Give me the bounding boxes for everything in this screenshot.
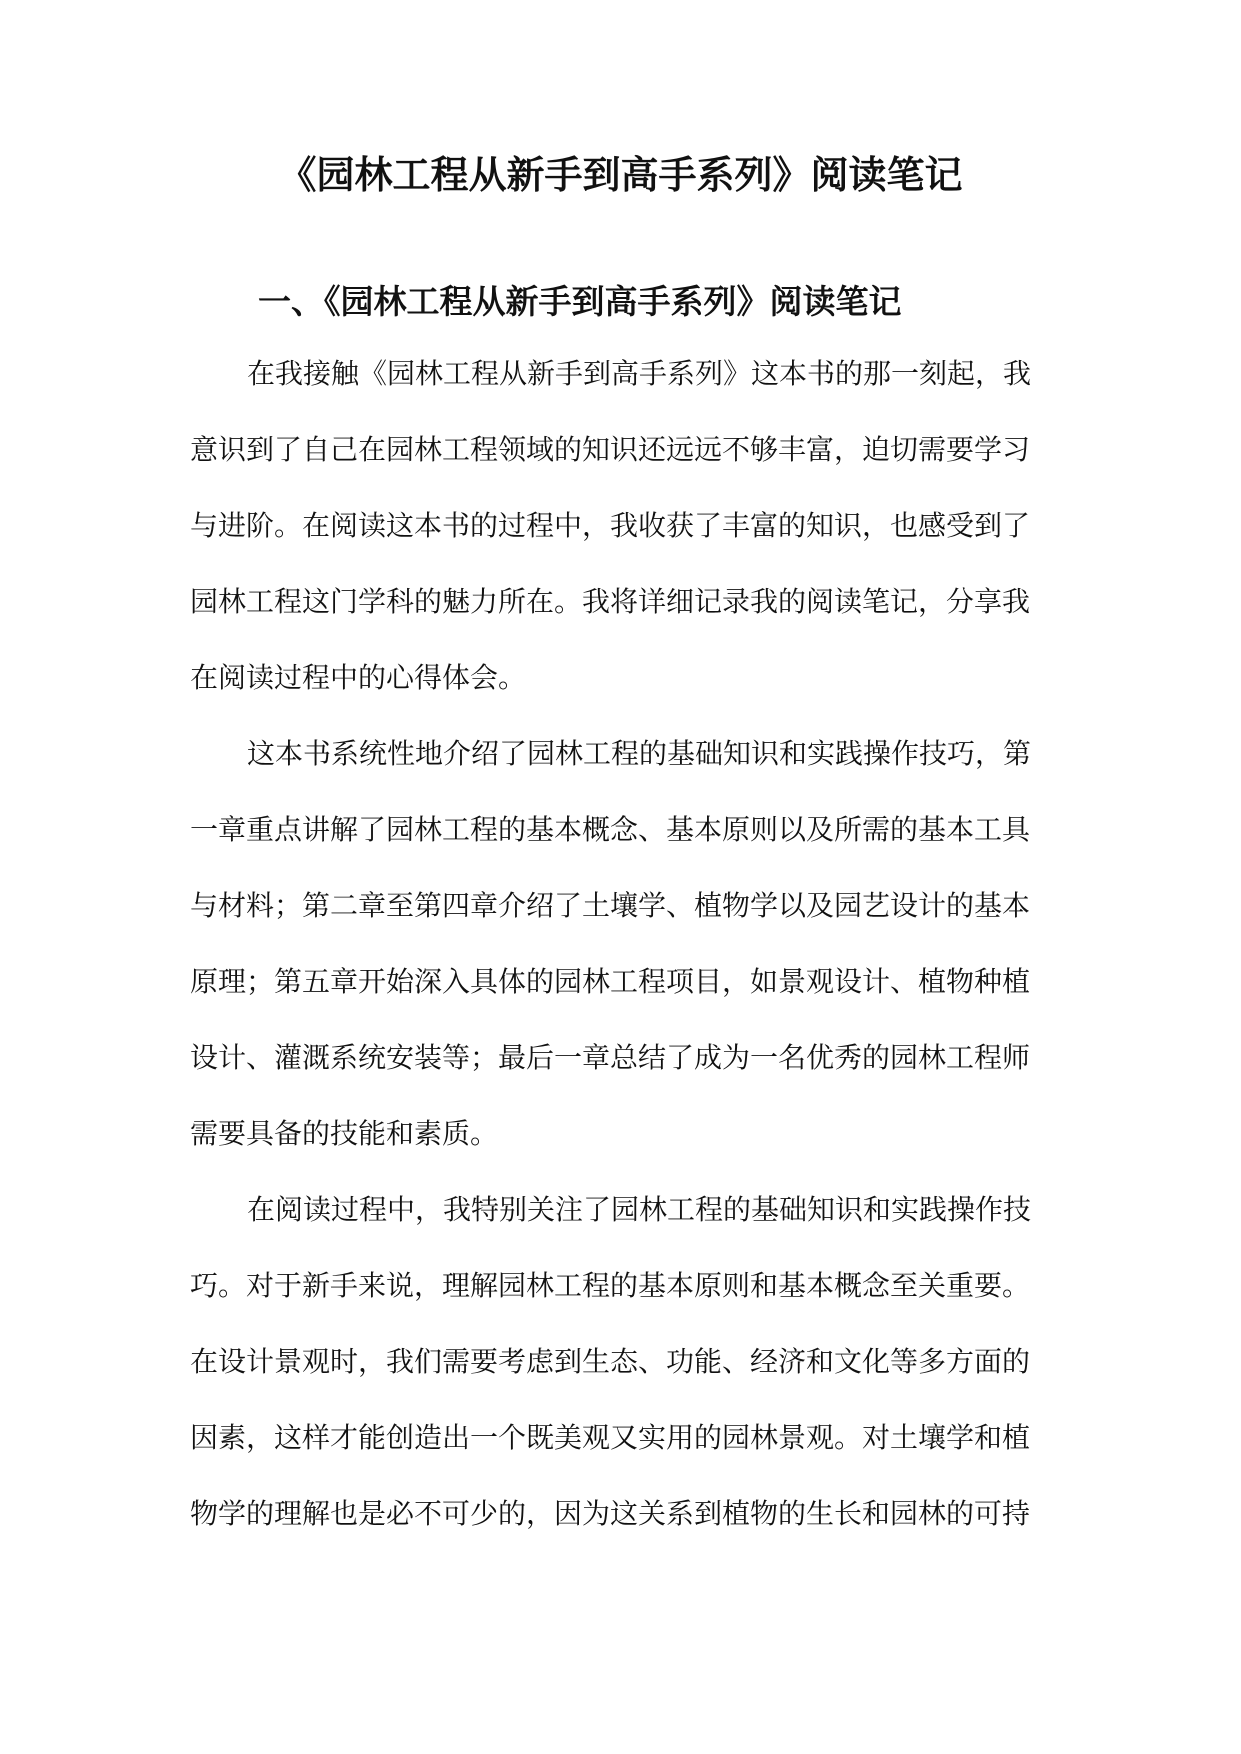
paragraph-3-line-4: 因素，这样才能创造出一个既美观又实用的园林景观。对土壤学和植 [190, 1421, 1031, 1454]
paragraph-1-line-5: 在阅读过程中的心得体会。 [190, 661, 527, 694]
paragraph-2-line-4: 原理；第五章开始深入具体的园林工程项目，如景观设计、植物种植 [190, 965, 1031, 998]
paragraph-1-line-4: 园林工程这门学科的魅力所在。我将详细记录我的阅读笔记，分享我 [190, 585, 1031, 618]
section-heading: 一、《园林工程从新手到高手系列》阅读笔记 [258, 282, 902, 321]
paragraph-2-line-3: 与材料；第二章至第四章介绍了土壤学、植物学以及园艺设计的基本 [190, 889, 1031, 922]
paragraph-2-line-2: 一章重点讲解了园林工程的基本概念、基本原则以及所需的基本工具 [190, 813, 1031, 846]
paragraph-3-line-3: 在设计景观时，我们需要考虑到生态、功能、经济和文化等多方面的 [190, 1345, 1031, 1378]
paragraph-2-line-1: 这本书系统性地介绍了园林工程的基础知识和实践操作技巧，第 [247, 737, 1032, 770]
paragraph-3-line-5: 物学的理解也是必不可少的，因为这关系到植物的生长和园林的可持 [190, 1497, 1031, 1530]
paragraph-1-line-1: 在我接触《园林工程从新手到高手系列》这本书的那一刻起，我 [247, 357, 1032, 390]
document-title: 《园林工程从新手到高手系列》阅读笔记 [278, 152, 963, 197]
paragraph-1-line-2: 意识到了自己在园林工程领域的知识还远远不够丰富，迫切需要学习 [190, 433, 1031, 466]
paragraph-2-line-6: 需要具备的技能和素质。 [190, 1117, 499, 1150]
paragraph-1-line-3: 与进阶。在阅读这本书的过程中，我收获了丰富的知识，也感受到了 [190, 509, 1031, 542]
paragraph-2-line-5: 设计、灌溉系统安装等；最后一章总结了成为一名优秀的园林工程师 [190, 1041, 1031, 1074]
paragraph-3-line-1: 在阅读过程中，我特别关注了园林工程的基础知识和实践操作技 [247, 1193, 1032, 1226]
paragraph-3-line-2: 巧。对于新手来说，理解园林工程的基本原则和基本概念至关重要。 [190, 1269, 1031, 1302]
